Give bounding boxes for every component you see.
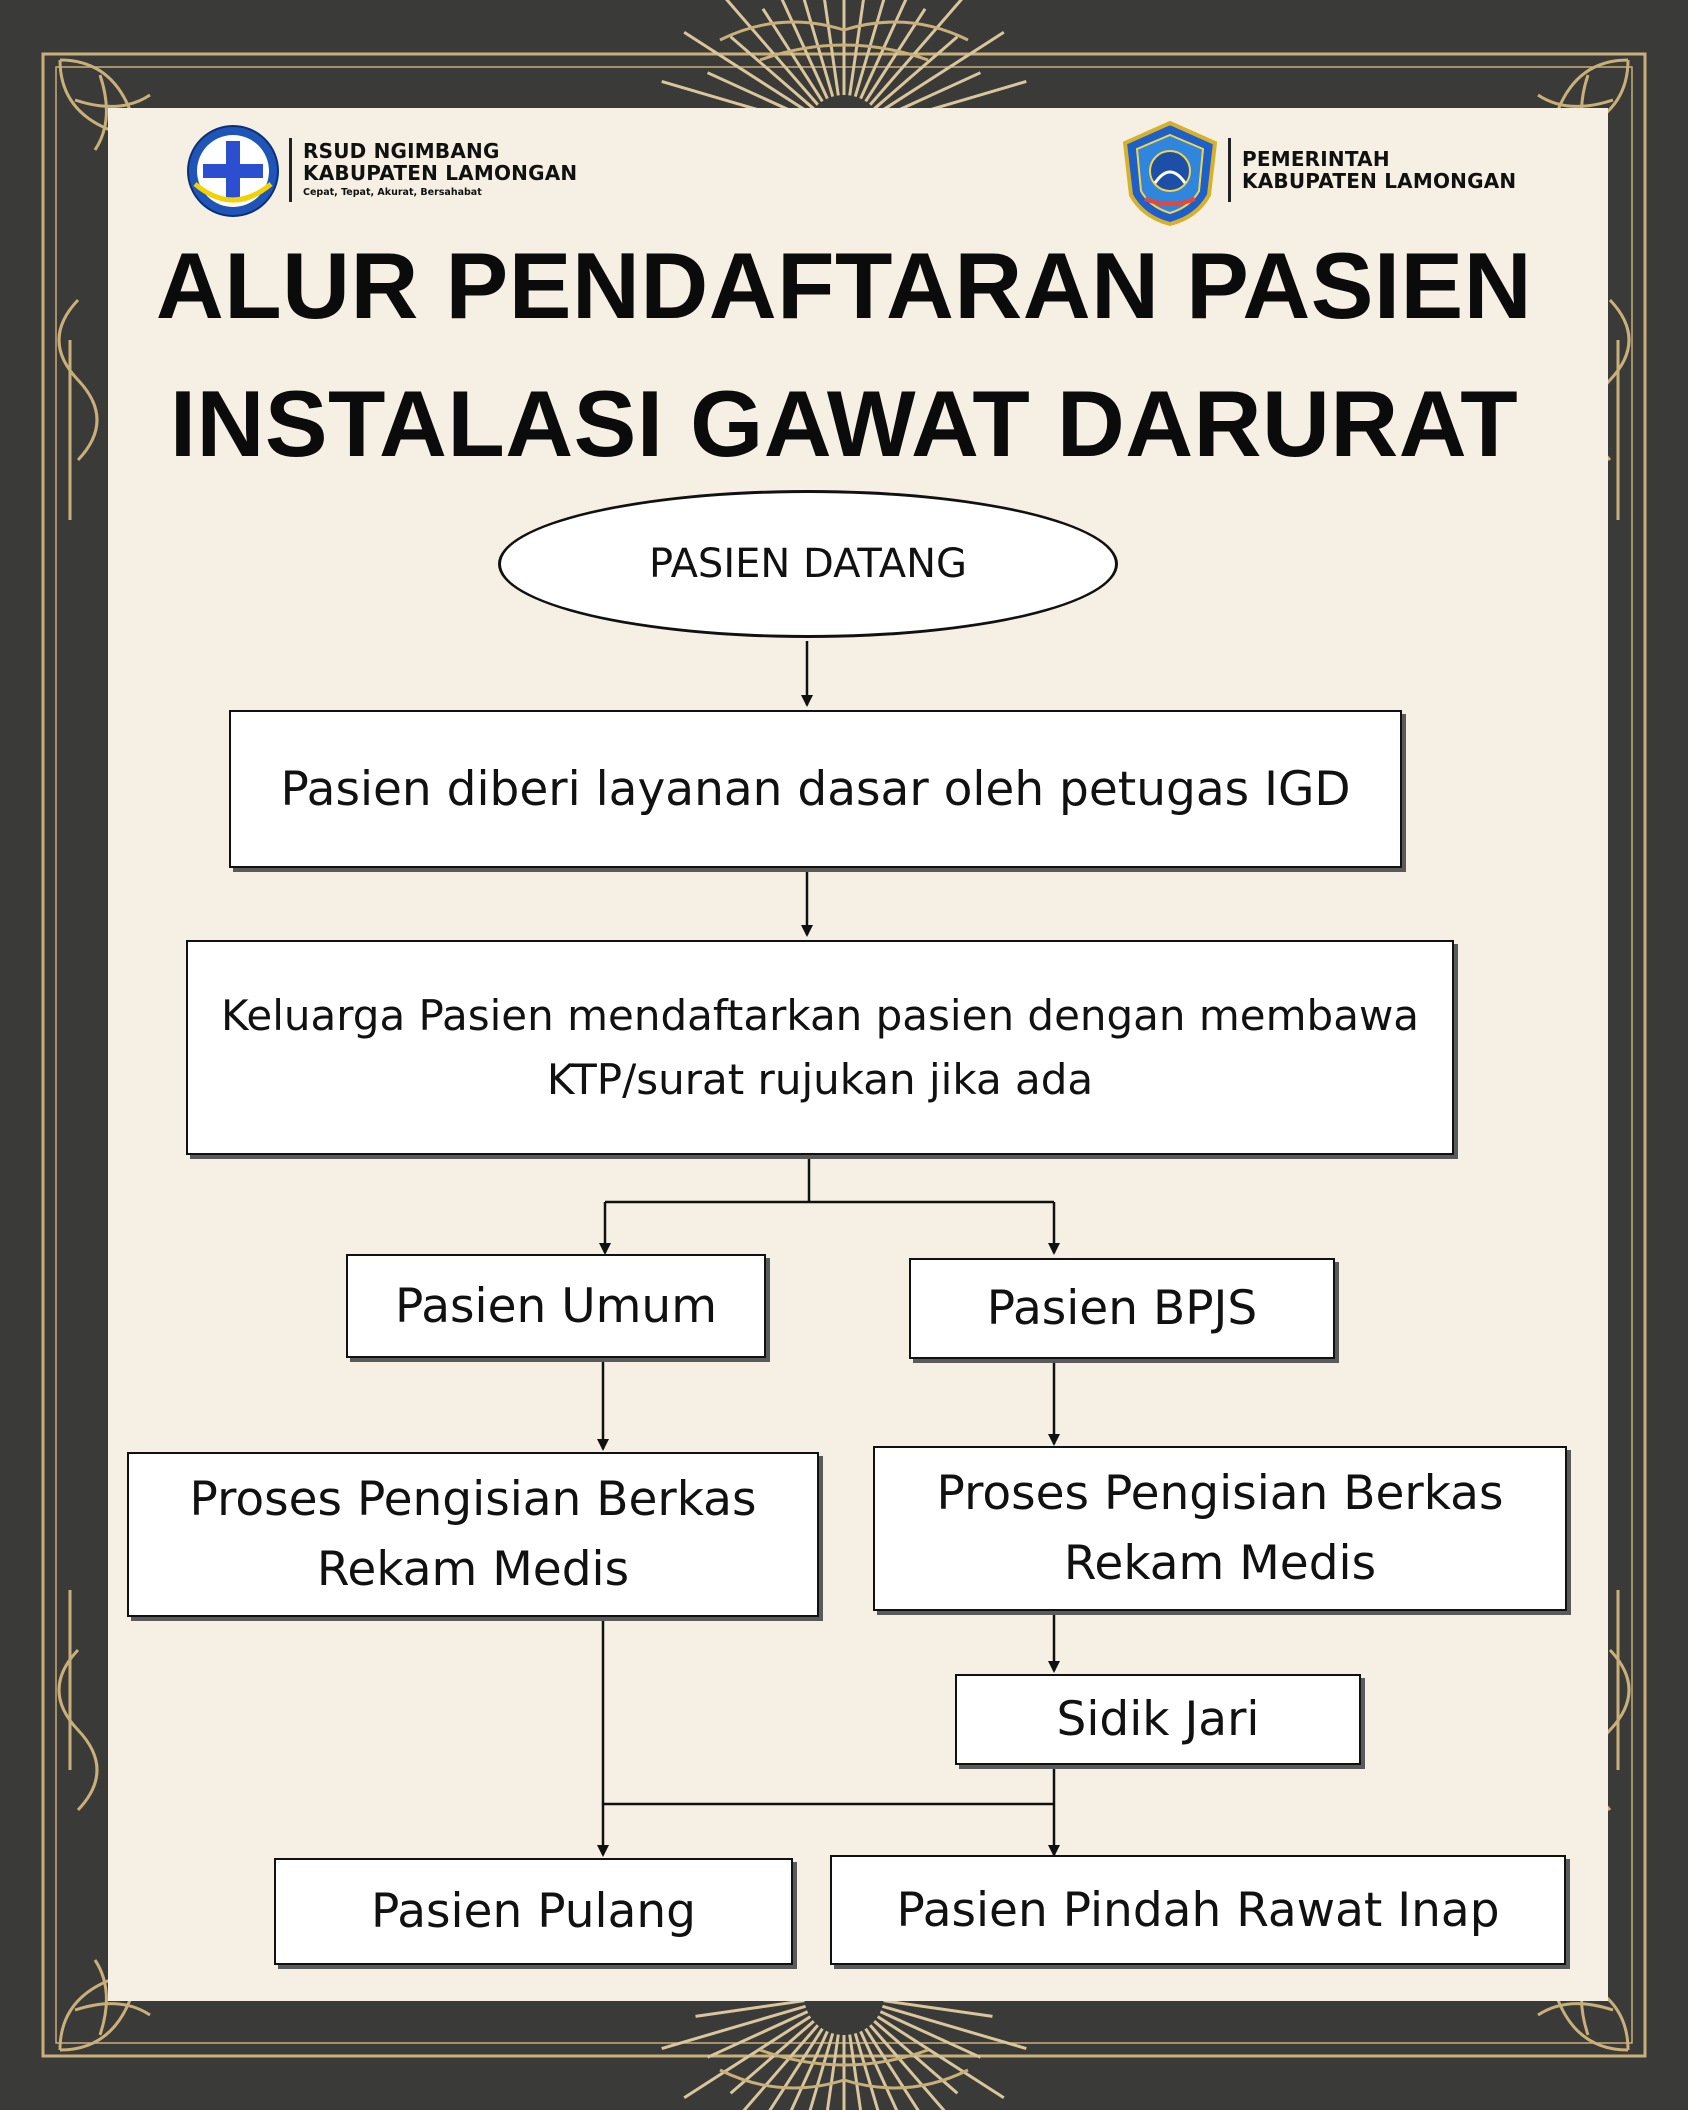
step-family-registration: [186, 940, 1454, 1155]
discharged-patient-label: Pasien Pulang: [370, 1884, 696, 1939]
general-records-line1: Proses Pengisian Berkas: [189, 1471, 757, 1527]
right-org-line2: KABUPATEN LAMONGAN: [1242, 169, 1517, 193]
general-medical-records-node: [127, 1452, 819, 1617]
step-registration-line1: Keluarga Pasien mendaftarkan pasien dengan membawa: [220, 990, 1420, 1040]
general-records-line2: Rekam Medis: [316, 1541, 630, 1597]
bpjs-patient-node: [909, 1258, 1335, 1359]
step-basic-service-label: Pasien diberi layanan dasar oleh petugas IGD: [280, 761, 1351, 817]
inpatient-transfer-node: [830, 1855, 1566, 1965]
discharged-patient-node: [274, 1858, 793, 1965]
fingerprint-node: [955, 1674, 1361, 1765]
bpjs-records-line2: Rekam Medis: [1063, 1535, 1377, 1591]
bpjs-records-line1: Proses Pengisian Berkas: [936, 1465, 1504, 1521]
bpjs-medical-records-node: [873, 1446, 1567, 1611]
right-org-line1: PEMERINTAH: [1242, 147, 1390, 171]
general-patient-label: Pasien Umum: [395, 1278, 717, 1334]
step-basic-service: [229, 710, 1402, 868]
title-line2: INSTALASI GAWAT DARURAT: [169, 371, 1519, 476]
left-org-line1: RSUD NGIMBANG: [303, 139, 500, 163]
title-line1: ALUR PENDAFTARAN PASIEN: [155, 233, 1533, 338]
inpatient-transfer-label: Pasien Pindah Rawat Inap: [896, 1882, 1500, 1938]
step-registration-line2: KTP/surat rujukan jika ada: [546, 1054, 1094, 1104]
general-patient-node: [346, 1254, 766, 1358]
left-org-tagline: Cepat, Tepat, Akurat, Bersahabat: [303, 187, 482, 198]
left-org-line2: KABUPATEN LAMONGAN: [303, 161, 578, 185]
fingerprint-label: Sidik Jari: [1056, 1692, 1260, 1747]
bpjs-patient-label: Pasien BPJS: [986, 1281, 1258, 1336]
start-node: PASIEN DATANG: [498, 490, 1118, 638]
